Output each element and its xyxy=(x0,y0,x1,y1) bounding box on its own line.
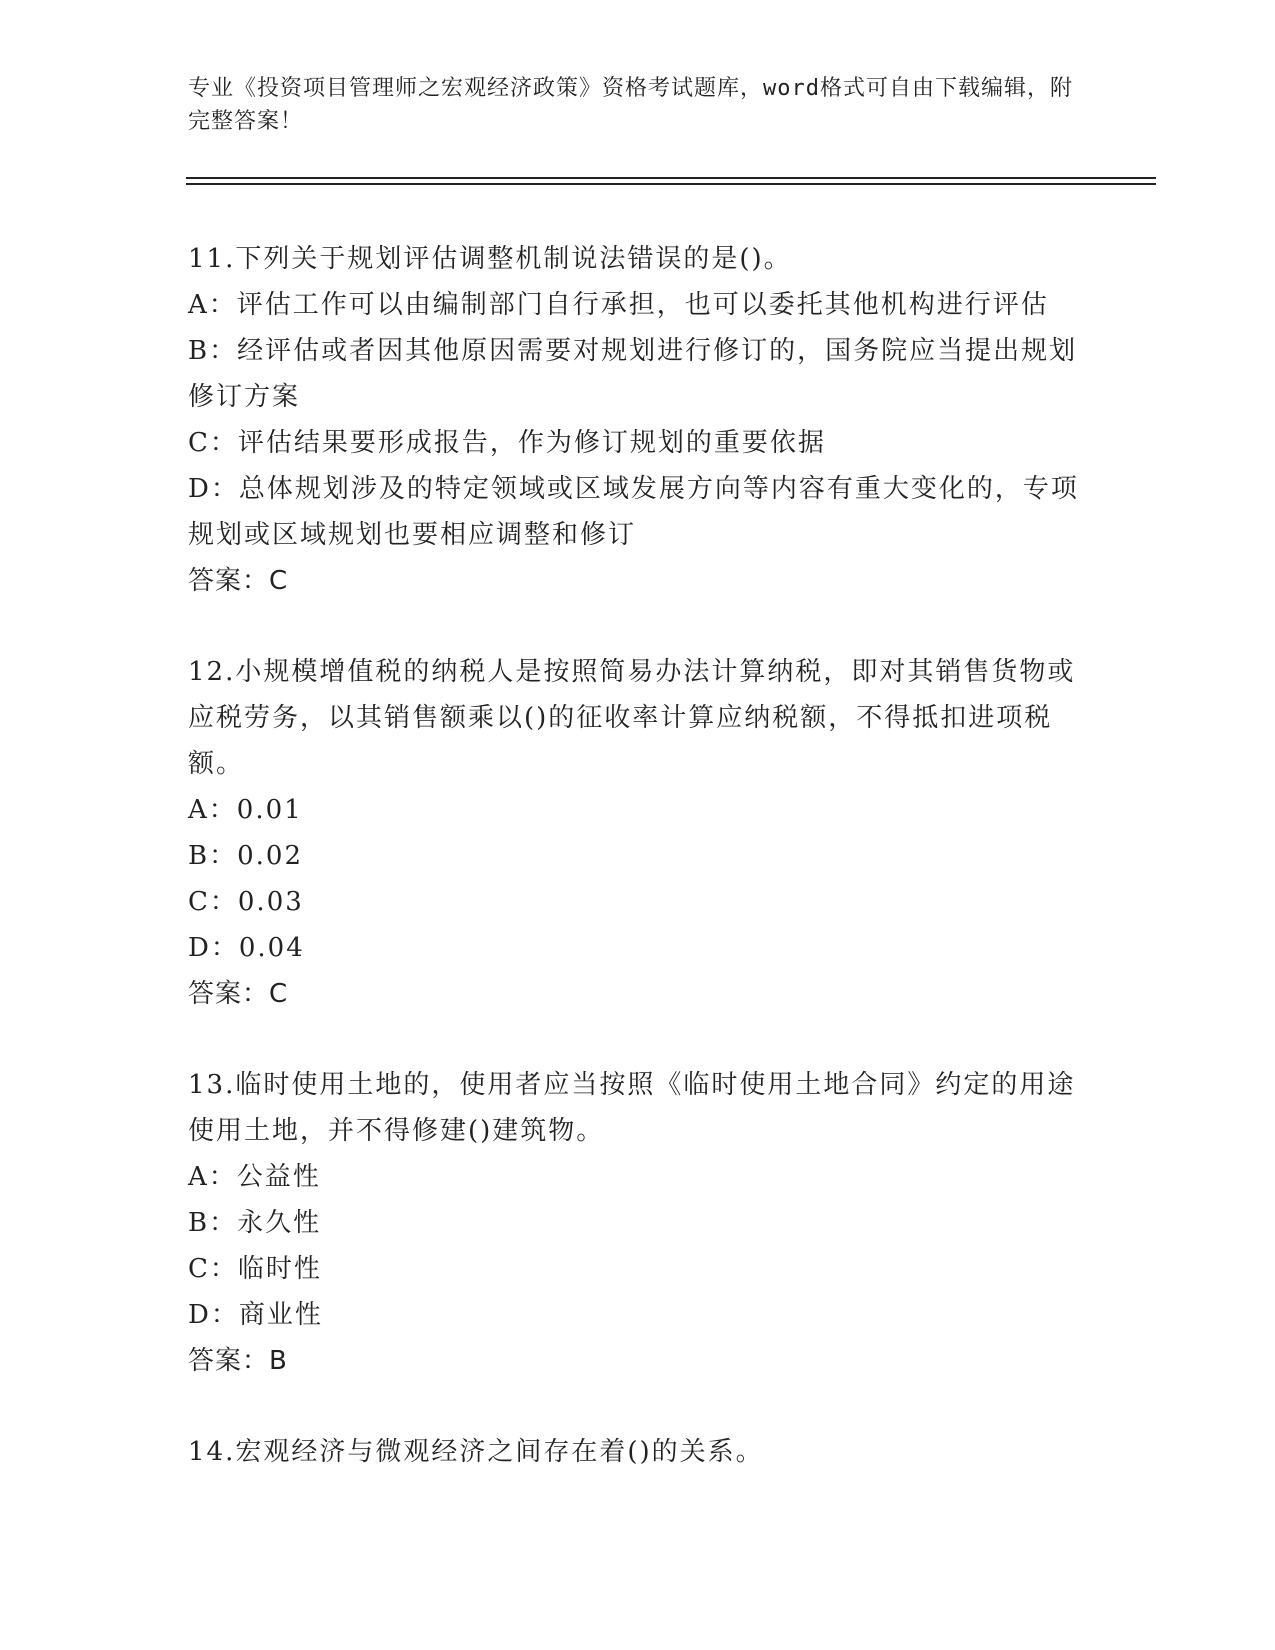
question-13 xyxy=(188,1062,1088,1384)
question-stem: 12.小规模增值税的纳税人是按照简易办法计算纳税，即对其销售货物或应税劳务，以其销售额乘以()的征收率计算应纳税额，不得抵扣进项税额。 xyxy=(188,657,1076,779)
answer: 答案：C xyxy=(188,979,289,1009)
answer: 答案：C xyxy=(188,566,289,596)
option-c: C：临时性 xyxy=(188,1254,322,1284)
option-d: D：商业性 xyxy=(188,1300,323,1330)
option-b: B：0.02 xyxy=(188,841,303,871)
document-header: 专业《投资项目管理师之宏观经济政策》资格考试题库，word格式可自由下载编辑，附完整答案！ xyxy=(188,76,1073,134)
question-11 xyxy=(188,236,1088,604)
question-14 xyxy=(188,1429,1088,1475)
option-a: A：0.01 xyxy=(188,795,303,825)
option-a: A：公益性 xyxy=(188,1162,321,1192)
question-list xyxy=(188,236,1088,1520)
option-d: D：0.04 xyxy=(188,933,305,963)
option-c: C：评估结果要形成报告，作为修订规划的重要依据 xyxy=(188,428,826,458)
option-c: C：0.03 xyxy=(188,887,304,917)
question-stem: 11.下列关于规划评估调整机制说法错误的是()。 xyxy=(188,244,792,274)
option-b: B：永久性 xyxy=(188,1208,322,1238)
option-d: D：总体规划涉及的特定领域或区域发展方向等内容有重大变化的，专项规划或区域规划也要相应调整和修订 xyxy=(188,474,1079,550)
question-stem: 13.临时使用土地的，使用者应当按照《临时使用土地合同》约定的用途使用土地，并不得修建()建筑物。 xyxy=(188,1070,1076,1146)
option-b: B：经评估或者因其他原因需要对规划进行修订的，国务院应当提出规划修订方案 xyxy=(188,336,1078,412)
question-stem: 14.宏观经济与微观经济之间存在着()的关系。 xyxy=(188,1437,764,1467)
header-divider-bottom xyxy=(186,183,1156,185)
option-a: A：评估工作可以由编制部门自行承担，也可以委托其他机构进行评估 xyxy=(188,290,1049,320)
header-divider-top xyxy=(186,177,1156,179)
answer: 答案：B xyxy=(188,1346,288,1376)
question-12 xyxy=(188,649,1088,1017)
